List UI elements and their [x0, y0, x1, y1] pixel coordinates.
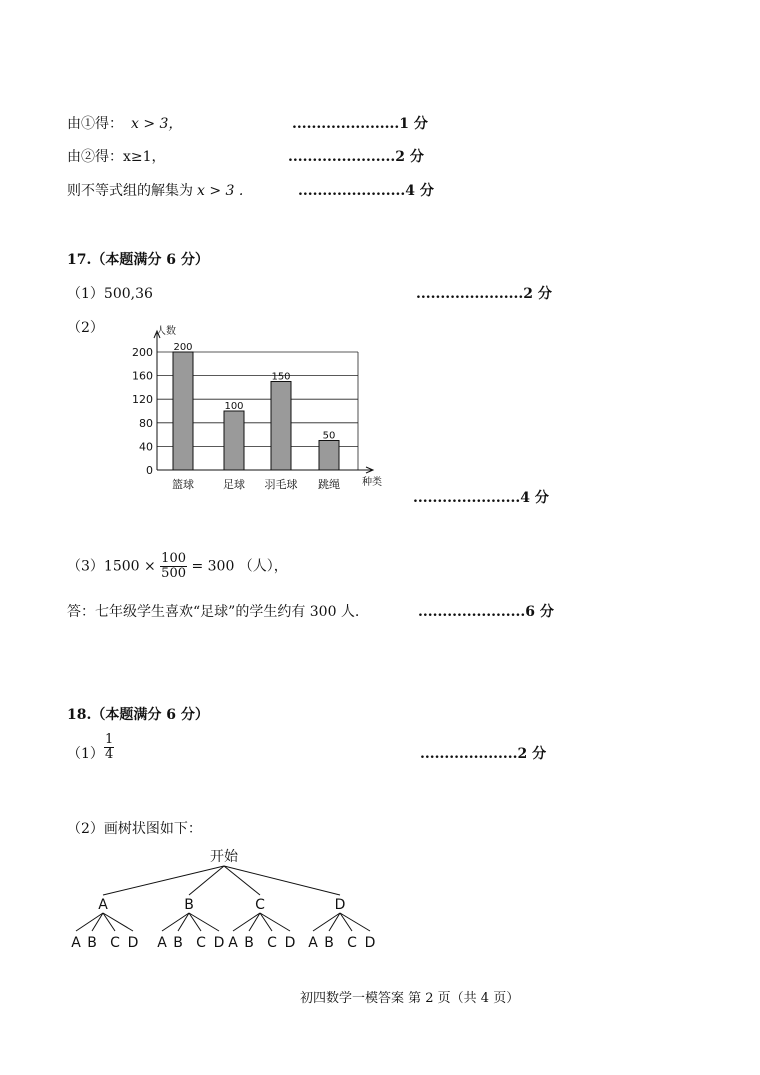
- tree-edge: [189, 913, 219, 931]
- q16-line1: [67, 113, 182, 133]
- tree-edge: [260, 913, 290, 931]
- x-category-label: 跳绳: [318, 478, 340, 491]
- tree-diagram: [60, 845, 390, 955]
- q17-p1-label: （1）500,36: [67, 286, 153, 302]
- tree-node-l2: B: [87, 935, 97, 951]
- tree-edge: [260, 913, 272, 931]
- q17-answer-score: ......................6 分: [418, 604, 554, 620]
- tree-edge: [162, 913, 189, 931]
- bar-2: [224, 411, 244, 470]
- bar-1: [173, 352, 193, 470]
- tree-node-l1: D: [334, 897, 346, 913]
- bar-3: [271, 382, 291, 471]
- tree-node-l2: B: [324, 935, 334, 951]
- tree-edge: [329, 913, 340, 931]
- q16-line3-score: ......................4 分: [298, 183, 434, 199]
- tree-edge: [92, 913, 103, 931]
- q16-line3-text: 则不等式组的解集为: [67, 183, 193, 199]
- q18-p1-numerator: 1: [105, 732, 114, 747]
- q18-p1-label: （1）: [67, 746, 104, 762]
- tree-root: 开始: [210, 849, 238, 865]
- q17-p3-prefix: （3）1500 ×: [67, 558, 156, 575]
- bar-value-label: 200: [173, 342, 193, 353]
- y-tick-label: 120: [132, 393, 153, 407]
- tree-edge: [103, 913, 115, 931]
- y-tick-label: 80: [139, 416, 153, 430]
- tree-node-l2: C: [196, 935, 206, 951]
- q17-p2-label: （2）: [67, 320, 104, 336]
- bar-value-label: 50: [322, 430, 336, 442]
- q16-line2: 由②得：x≥1，: [67, 149, 166, 165]
- tree-node-l2: A: [157, 935, 167, 951]
- bar-value-label: 100: [224, 401, 244, 412]
- tree-node-l2: A: [308, 935, 318, 951]
- page-footer: 初四数学一模答案 第 2 页（共 4 页）: [300, 991, 520, 1006]
- tree-node-l2: C: [267, 935, 277, 951]
- tree-node-l2: B: [244, 935, 254, 951]
- tree-edge: [178, 913, 189, 931]
- q18-p1-fraction: [104, 733, 114, 762]
- tree-node-l1: A: [98, 897, 108, 913]
- q18-p2-label: （2）画树状图如下：: [67, 821, 202, 837]
- tree-node-l2: A: [228, 935, 238, 951]
- tree-node-l2: B: [173, 935, 183, 951]
- q18-p1-denominator: 4: [105, 747, 114, 762]
- q16-line1-score: ......................1 分: [292, 116, 428, 132]
- q17-p2-score: ......................4 分: [413, 490, 549, 506]
- tree-node-l2: D: [213, 935, 225, 951]
- tree-node-l2: C: [347, 935, 357, 951]
- bar-chart: [120, 325, 390, 495]
- tree-node-l2: C: [110, 935, 120, 951]
- q17-p3: [67, 552, 288, 581]
- tree-node-l2: D: [284, 935, 296, 951]
- tree-edge: [189, 913, 201, 931]
- bar-value-label: 150: [271, 371, 291, 383]
- tree-edge: [103, 913, 133, 931]
- tree-edge: [249, 913, 260, 931]
- q18-p1-score: ....................2 分: [420, 746, 547, 762]
- q17-p3-suffix: = 300 （人），: [191, 558, 288, 575]
- q16-line3-math: x > 3 .: [197, 183, 244, 199]
- q16-line2-score: ......................2 分: [288, 149, 424, 165]
- tree-node-l2: A: [71, 935, 81, 951]
- q17-p3-fraction: [160, 552, 187, 581]
- tree-edge: [313, 913, 340, 931]
- tree-node-l1: B: [184, 897, 194, 913]
- x-axis-label: 种类: [362, 477, 382, 488]
- y-tick-label: 160: [132, 369, 153, 383]
- q17-answer: 答：七年级学生喜欢“足球”的学生约有 300 人.: [67, 604, 360, 620]
- y-tick-label: 40: [139, 440, 153, 454]
- x-category-label: 篮球: [172, 478, 194, 491]
- tree-node-l2: D: [364, 935, 376, 951]
- tree-edge: [340, 913, 352, 931]
- q17-p1-score: ......................2 分: [416, 286, 552, 302]
- y-axis-label: 人数: [156, 326, 176, 337]
- x-category-label: 足球: [223, 478, 245, 491]
- x-category-label: 羽毛球: [264, 478, 298, 491]
- q17-p3-numerator: 100: [161, 551, 186, 566]
- tree-node-l2: D: [127, 935, 139, 951]
- tree-node-l1: C: [255, 897, 265, 913]
- q16-line3: [67, 180, 243, 200]
- q17-p3-denominator: 500: [161, 566, 186, 581]
- q18-title: 18.（本题满分 6 分）: [67, 707, 209, 723]
- bar-4: [319, 441, 339, 471]
- tree-edge: [76, 913, 103, 931]
- y-tick-label: 0: [146, 464, 153, 477]
- q16-line1-math: x > 3，: [131, 116, 183, 132]
- tree-edge: [233, 913, 260, 931]
- q16-line1-text: 由①得：: [67, 116, 123, 132]
- q17-title: 17.（本题满分 6 分）: [67, 252, 209, 268]
- y-tick-label: 200: [132, 346, 153, 359]
- tree-edge: [340, 913, 370, 931]
